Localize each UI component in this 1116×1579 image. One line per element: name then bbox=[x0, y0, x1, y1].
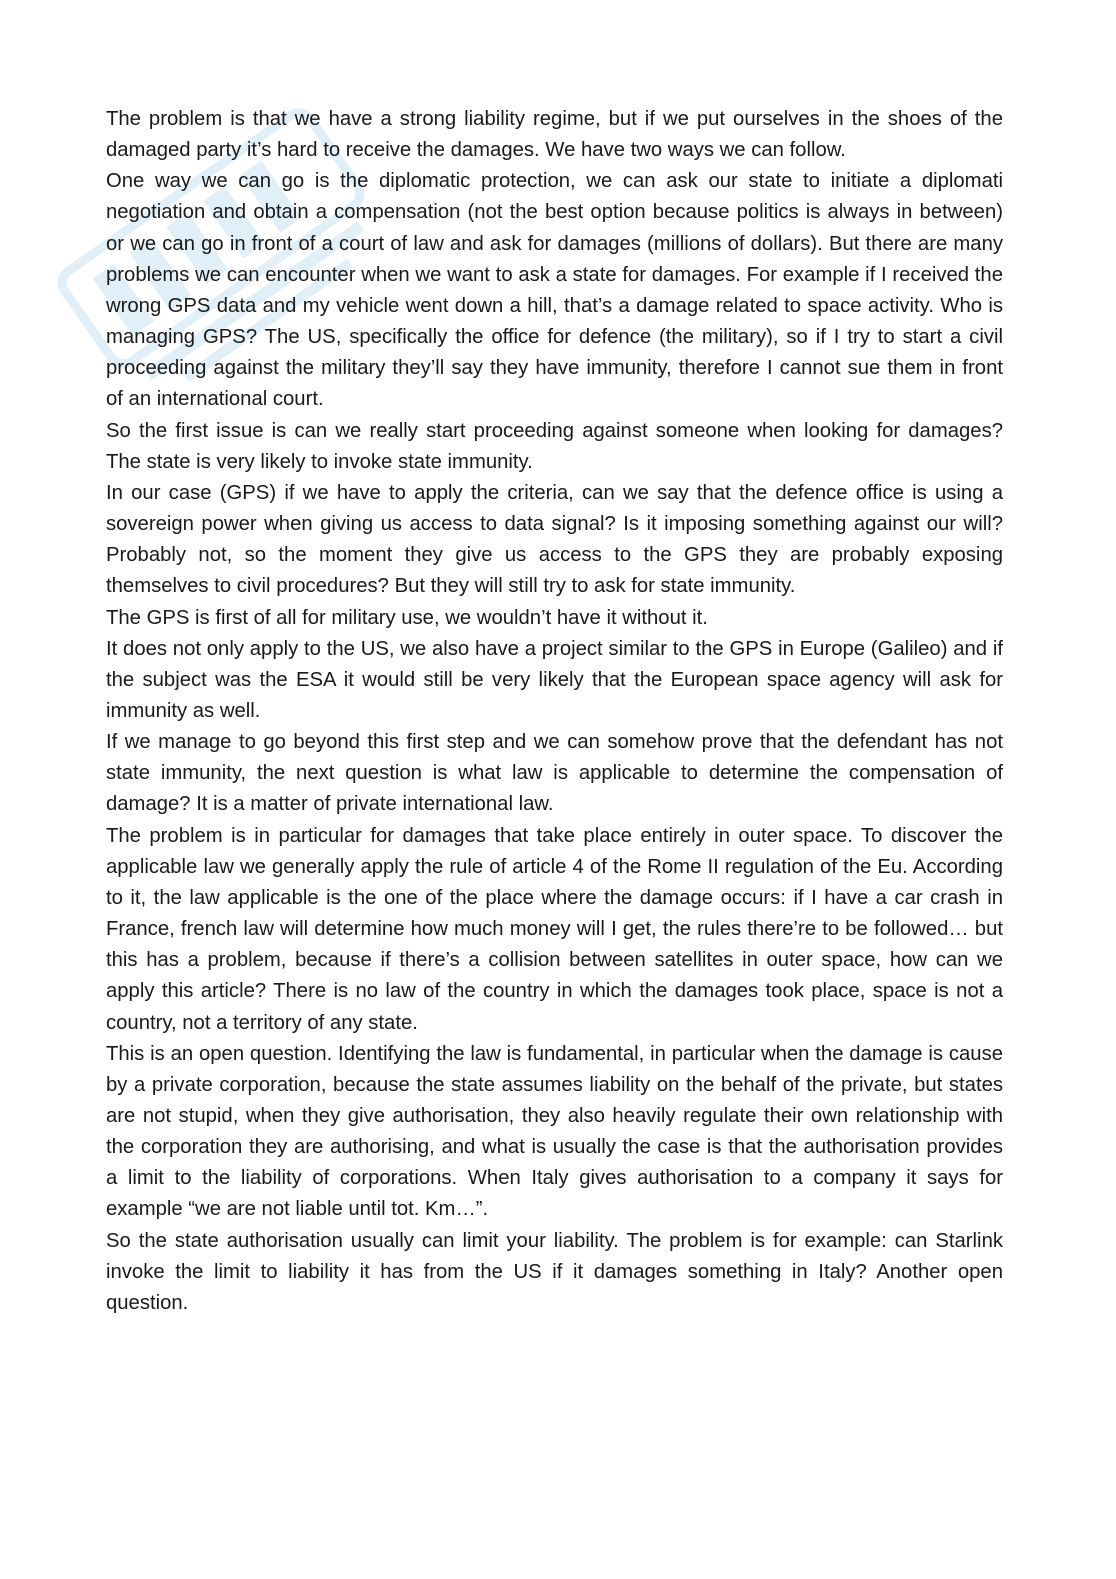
paragraph: One way we can go is the diplomatic protection, we can ask our state to initiate a diplomati negotiation and obtain a compensation (not the best option because politics is always in between) or we can go in front of a court of law and ask for damages (millions of dollars). But there are many problems we can encounter when we want to ask a state for damages. For example if I received the wrong GPS data and my vehicle went down a hill, that’s a damage related to space activity. Who is managing GPS? The US, specifically the office for defence (the military), so if I try to start a civil proceeding against the military they’ll say they have immunity, therefore I cannot sue them in front of an international court. bbox=[106, 170, 1003, 411]
paragraph: If we manage to go beyond this first step and we can somehow prove that the defendant has not state immunity, the next question is what law is applicable to determine the compensation of damage? It is a matter of private international law. bbox=[106, 731, 1003, 816]
paragraph: The problem is that we have a strong liability regime, but if we put ourselves in the shoes of the damaged party it’s hard to receive the damages. We have two ways we can follow. bbox=[106, 108, 1003, 162]
paragraph: The problem is in particular for damages that take place entirely in outer space. To discover the applicable law we generally apply the rule of article 4 of the Rome II regulation of the Eu. According to it, the law applicable is the one of the place where the damage occurs: if I have a car crash in France, french law will determine how much money will I get, the rules there’re to be followed… but this has a problem, because if there’s a collision between satellites in outer space, how can we apply this article? There is no law of the country in which the damages took place, space is not a country, not a territory of any state. bbox=[106, 824, 1003, 1034]
paragraph: So the state authorisation usually can limit your liability. The problem is for example: can Starlink invoke the limit to liability it has from the US if it damages something in Italy? Another open question. bbox=[106, 1229, 1003, 1314]
paragraph: The GPS is first of all for military use, we wouldn’t have it without it. bbox=[106, 606, 708, 629]
paragraph: In our case (GPS) if we have to apply the criteria, can we say that the defence office is using a sovereign power when giving us access to data signal? Is it imposing something against our will? Probably not, so the moment they give us access to the GPS they are probably exposing themselves to civil procedures? But they will still try to ask for state immunity. bbox=[106, 481, 1003, 598]
paragraph: So the first issue is can we really start proceeding against someone when looking for damages? The state is very likely to invoke state immunity. bbox=[106, 419, 1003, 473]
document-body bbox=[106, 104, 1003, 1319]
paragraph: It does not only apply to the US, we also have a project similar to the GPS in Europe (Galileo) and if the subject was the ESA it would still be very likely that the European space agency will ask for immunity as well. bbox=[106, 637, 1003, 722]
paragraph: This is an open question. Identifying the law is fundamental, in particular when the damage is cause by a private corporation, because the state assumes liability on the behalf of the private, but states are not stupid, when they give authorisation, they also heavily regulate their own relationship with the corporation they are authorising, and what is usually the case is that the authorisation provides a limit to the liability of corporations. When Italy gives authorisation to a company it says for example “we are not liable until tot. Km…”. bbox=[106, 1042, 1003, 1221]
